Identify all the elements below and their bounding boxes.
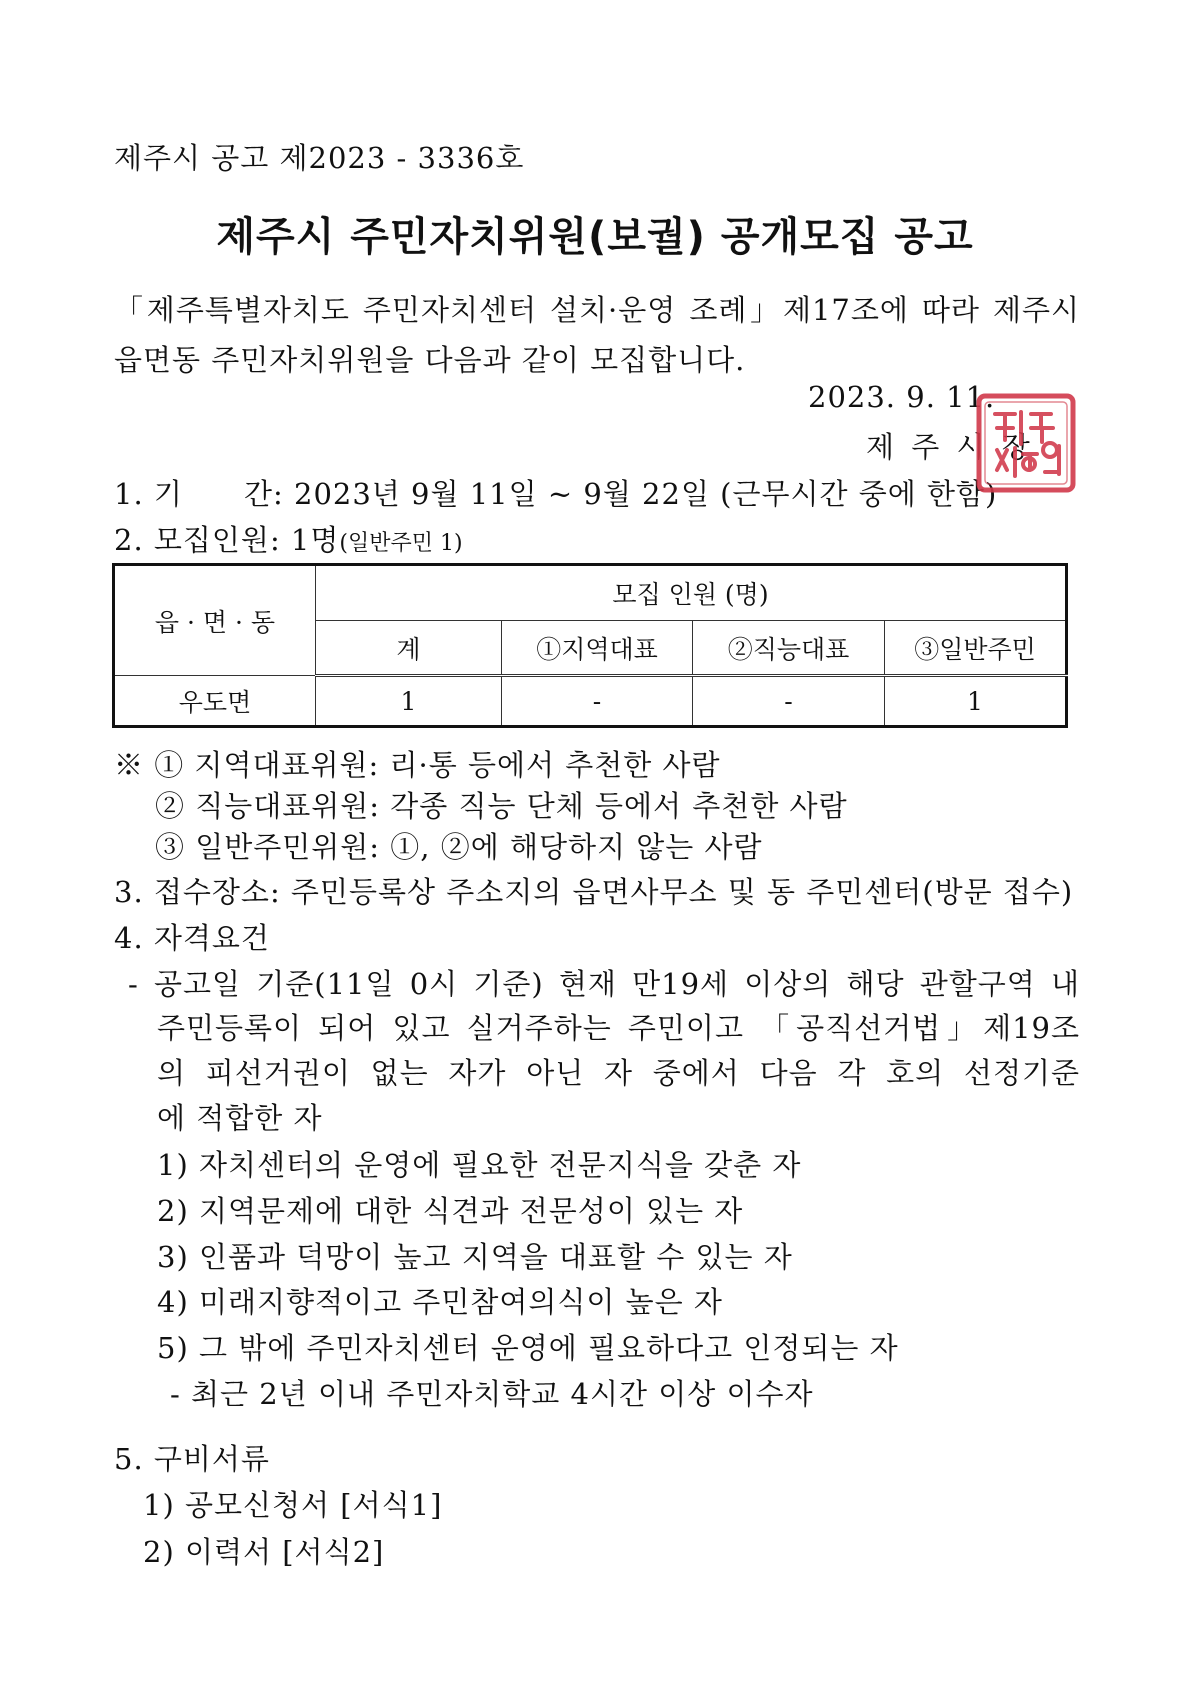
item-recruit-count-text: 2. 모집인원: 1명 [114,523,340,557]
footnote-1: ※ ① 지역대표위원: 리·통 등에서 추천한 사람 [114,748,721,782]
criteria-item: 5) 그 밖에 주민자치센터 운영에 필요하다고 인정되는 자 [157,1331,899,1365]
item-period-label: 1. 기 [114,477,183,511]
footnote-3: ③ 일반주민위원: ①, ②에 해당하지 않는 사람 [155,830,763,864]
issuer-name: 제 주 시 장 [866,430,1034,464]
table-cell: 1 [316,676,502,727]
table-row-header: 읍 · 면 · 동 [114,565,316,676]
item-documents-heading: 5. 구비서류 [114,1442,270,1476]
item-recruit-count [114,518,463,559]
intro-line-2: 읍면동 주민자치위원을 다음과 같이 모집합니다. [114,343,746,377]
table-column-header: ②직능대표 [693,621,885,676]
qualification-line-4: 에 적합한 자 [157,1101,323,1135]
table-cell-name: 우도면 [114,676,316,727]
item-qualifications-heading: 4. 자격요건 [114,921,270,955]
item-period-value: 2023년 9월 11일 ~ 9월 22일 (근무시간 중에 한함) [294,477,998,511]
item-recruit-count-note: (일반주민 1) [339,531,463,556]
footnote-2: ② 직능대표위원: 각종 직능 단체 등에서 추천한 사람 [155,789,848,823]
table-column-header: ③일반주민 [885,621,1067,676]
official-seal-stamp [975,392,1077,494]
item-period-label-end: 간: [244,477,284,511]
criteria-item: 4) 미래지향적이고 주민참여의식이 높은 자 [157,1285,723,1319]
item-reception-place: 3. 접수장소: 주민등록상 주소지의 읍면사무소 및 동 주민센터(방문 접수) [114,875,1074,909]
criteria-item: 3) 인품과 덕망이 높고 지역을 대표할 수 있는 자 [157,1240,793,1274]
qualification-line-2: 주민등록이 되어 있고 실거주하는 주민이고 「공직선거법」제19조 [157,1011,1080,1045]
table-column-header: ①지역대표 [502,621,693,676]
table-cell: - [502,676,693,727]
page-title: 제주시 주민자치위원(보궐) 공개모집 공고 [216,214,974,260]
criteria-sub-note: - 최근 2년 이내 주민자치학교 4시간 이상 이수자 [170,1377,814,1411]
criteria-item: 2) 지역문제에 대한 식견과 전문성이 있는 자 [157,1194,744,1228]
table-cell: 1 [885,676,1067,727]
notice-date: 2023. 9. 11. [808,380,996,414]
document-item: 2) 이력서 [서식2] [143,1535,385,1569]
criteria-item: 1) 자치센터의 운영에 필요한 전문지식을 갖춘 자 [157,1148,802,1182]
table-cell: - [693,676,885,727]
recruit-table [112,563,1068,728]
notice-number: 제주시 공고 제2023 - 3336호 [114,141,525,175]
qualification-line-1: - 공고일 기준(11일 0시 기준) 현재 만19세 이상의 해당 관할구역 내 [128,967,1080,1001]
intro-line-1: 「제주특별자치도 주민자치센터 설치·운영 조례」제17조에 따라 제주시 [114,293,1080,327]
table-row [114,676,1067,727]
table-group-header: 모집 인원 (명) [316,565,1067,621]
document-item: 1) 공모신청서 [서식1] [143,1488,443,1522]
table-column-header: 계 [316,621,502,676]
qualification-line-3: 의 피선거권이 없는 자가 아닌 자 중에서 다음 각 호의 선정기준 [157,1056,1080,1090]
